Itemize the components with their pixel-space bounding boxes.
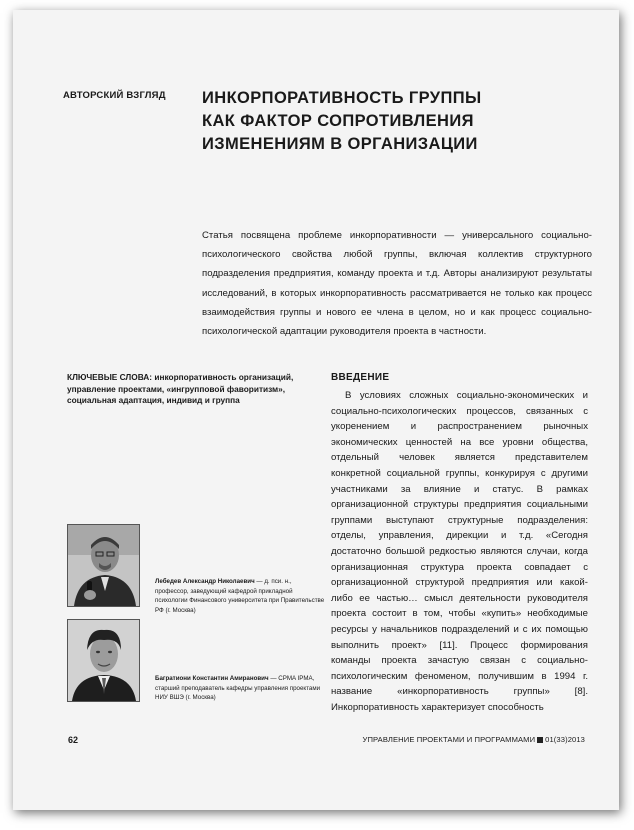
author-bio-lebedev	[155, 577, 325, 615]
author-photo-lebedev	[67, 524, 140, 607]
square-separator-icon	[537, 737, 543, 743]
article-title	[202, 87, 582, 156]
abstract: Статья посвящена проблеме инкорпоративности — универсального социально-психологического свойства любой группы, включая коллектив структурного подразделения предприятия, команду проекта и т.д. Авторы анализируют результаты исследований, в которых инкорпоративность рассматривается не только как процесс взаимодействия группы и нового ее члена в целом, но и как процесс социально-психологической адаптации руководителя проекта в частности.	[202, 230, 592, 338]
journal-footer	[363, 735, 585, 744]
journal-issue: 01(33)2013	[545, 735, 585, 744]
author-photo-bagrationi	[67, 619, 140, 702]
page-number: 62	[68, 735, 79, 745]
title-line-2: КАК ФАКТОР СОПРОТИВЛЕНИЯ	[202, 112, 474, 130]
journal-name: УПРАВЛЕНИЕ ПРОЕКТАМИ И ПРОГРАММАМИ	[362, 735, 536, 744]
keywords: КЛЮЧЕВЫЕ СЛОВА: инкорпоративность организаций, управление проектами, «ингрупповой фаворитизм», социальная адаптация, индивид и группа	[67, 372, 294, 405]
author-name: Лебедев Александр Николаевич	[155, 578, 255, 585]
section-heading-introduction: ВВЕДЕНИЕ	[331, 372, 390, 383]
title-line-3: ИЗМЕНЕНИЯМ В ОРГАНИЗАЦИИ	[202, 135, 478, 153]
title-line-1: ИНКОРПОРАТИВНОСТЬ ГРУППЫ	[202, 89, 482, 107]
introduction-text: В условиях сложных социально-экономических и социально-психологических процессов, связанных с укоренением и распространением рыночных экономических ценностей на все уровни общества, отдельный человек является представителем конкретной социальной группы, конкурируя с другими участниками за влияние и статус. В рамках организационной структуры предприятия социальными группами выступают структурные подразделения: отделы, управления, дирекции и т.д. «Сегодня достаточно большой редкостью являются случаи, когда организационная структура проекта совпадает с организационной структурой предприятия или какой-либо ее частью… смысл деятельности руководителя проекта состоит в том, чтобы «купить» необходимые ресурсы у начальников подразделений и с их помощью выполнить проект» [11]. Процесс формирования команды проекта зачастую связан с социально-психологическим феноменом, получившим в 1994 г. название «инкорпоративность группы» [8]. Инкорпоративность характеризует способность	[331, 390, 588, 713]
author-name: Багратиони Константин Амиранович	[155, 675, 269, 682]
author-details: — д. пси. н., профессор, заведующий кафедрой прикладной психологии Финансового университета при Правительстве РФ (г. Москва)	[155, 578, 325, 614]
author-bio-bagrationi	[155, 674, 325, 703]
section-label: АВТОРСКИЙ ВЗГЛЯД	[63, 90, 166, 101]
author-details: — CPMA IPMA, старший преподаватель кафедры управления проектами НИУ ВШЭ (г. Москва)	[155, 675, 321, 701]
